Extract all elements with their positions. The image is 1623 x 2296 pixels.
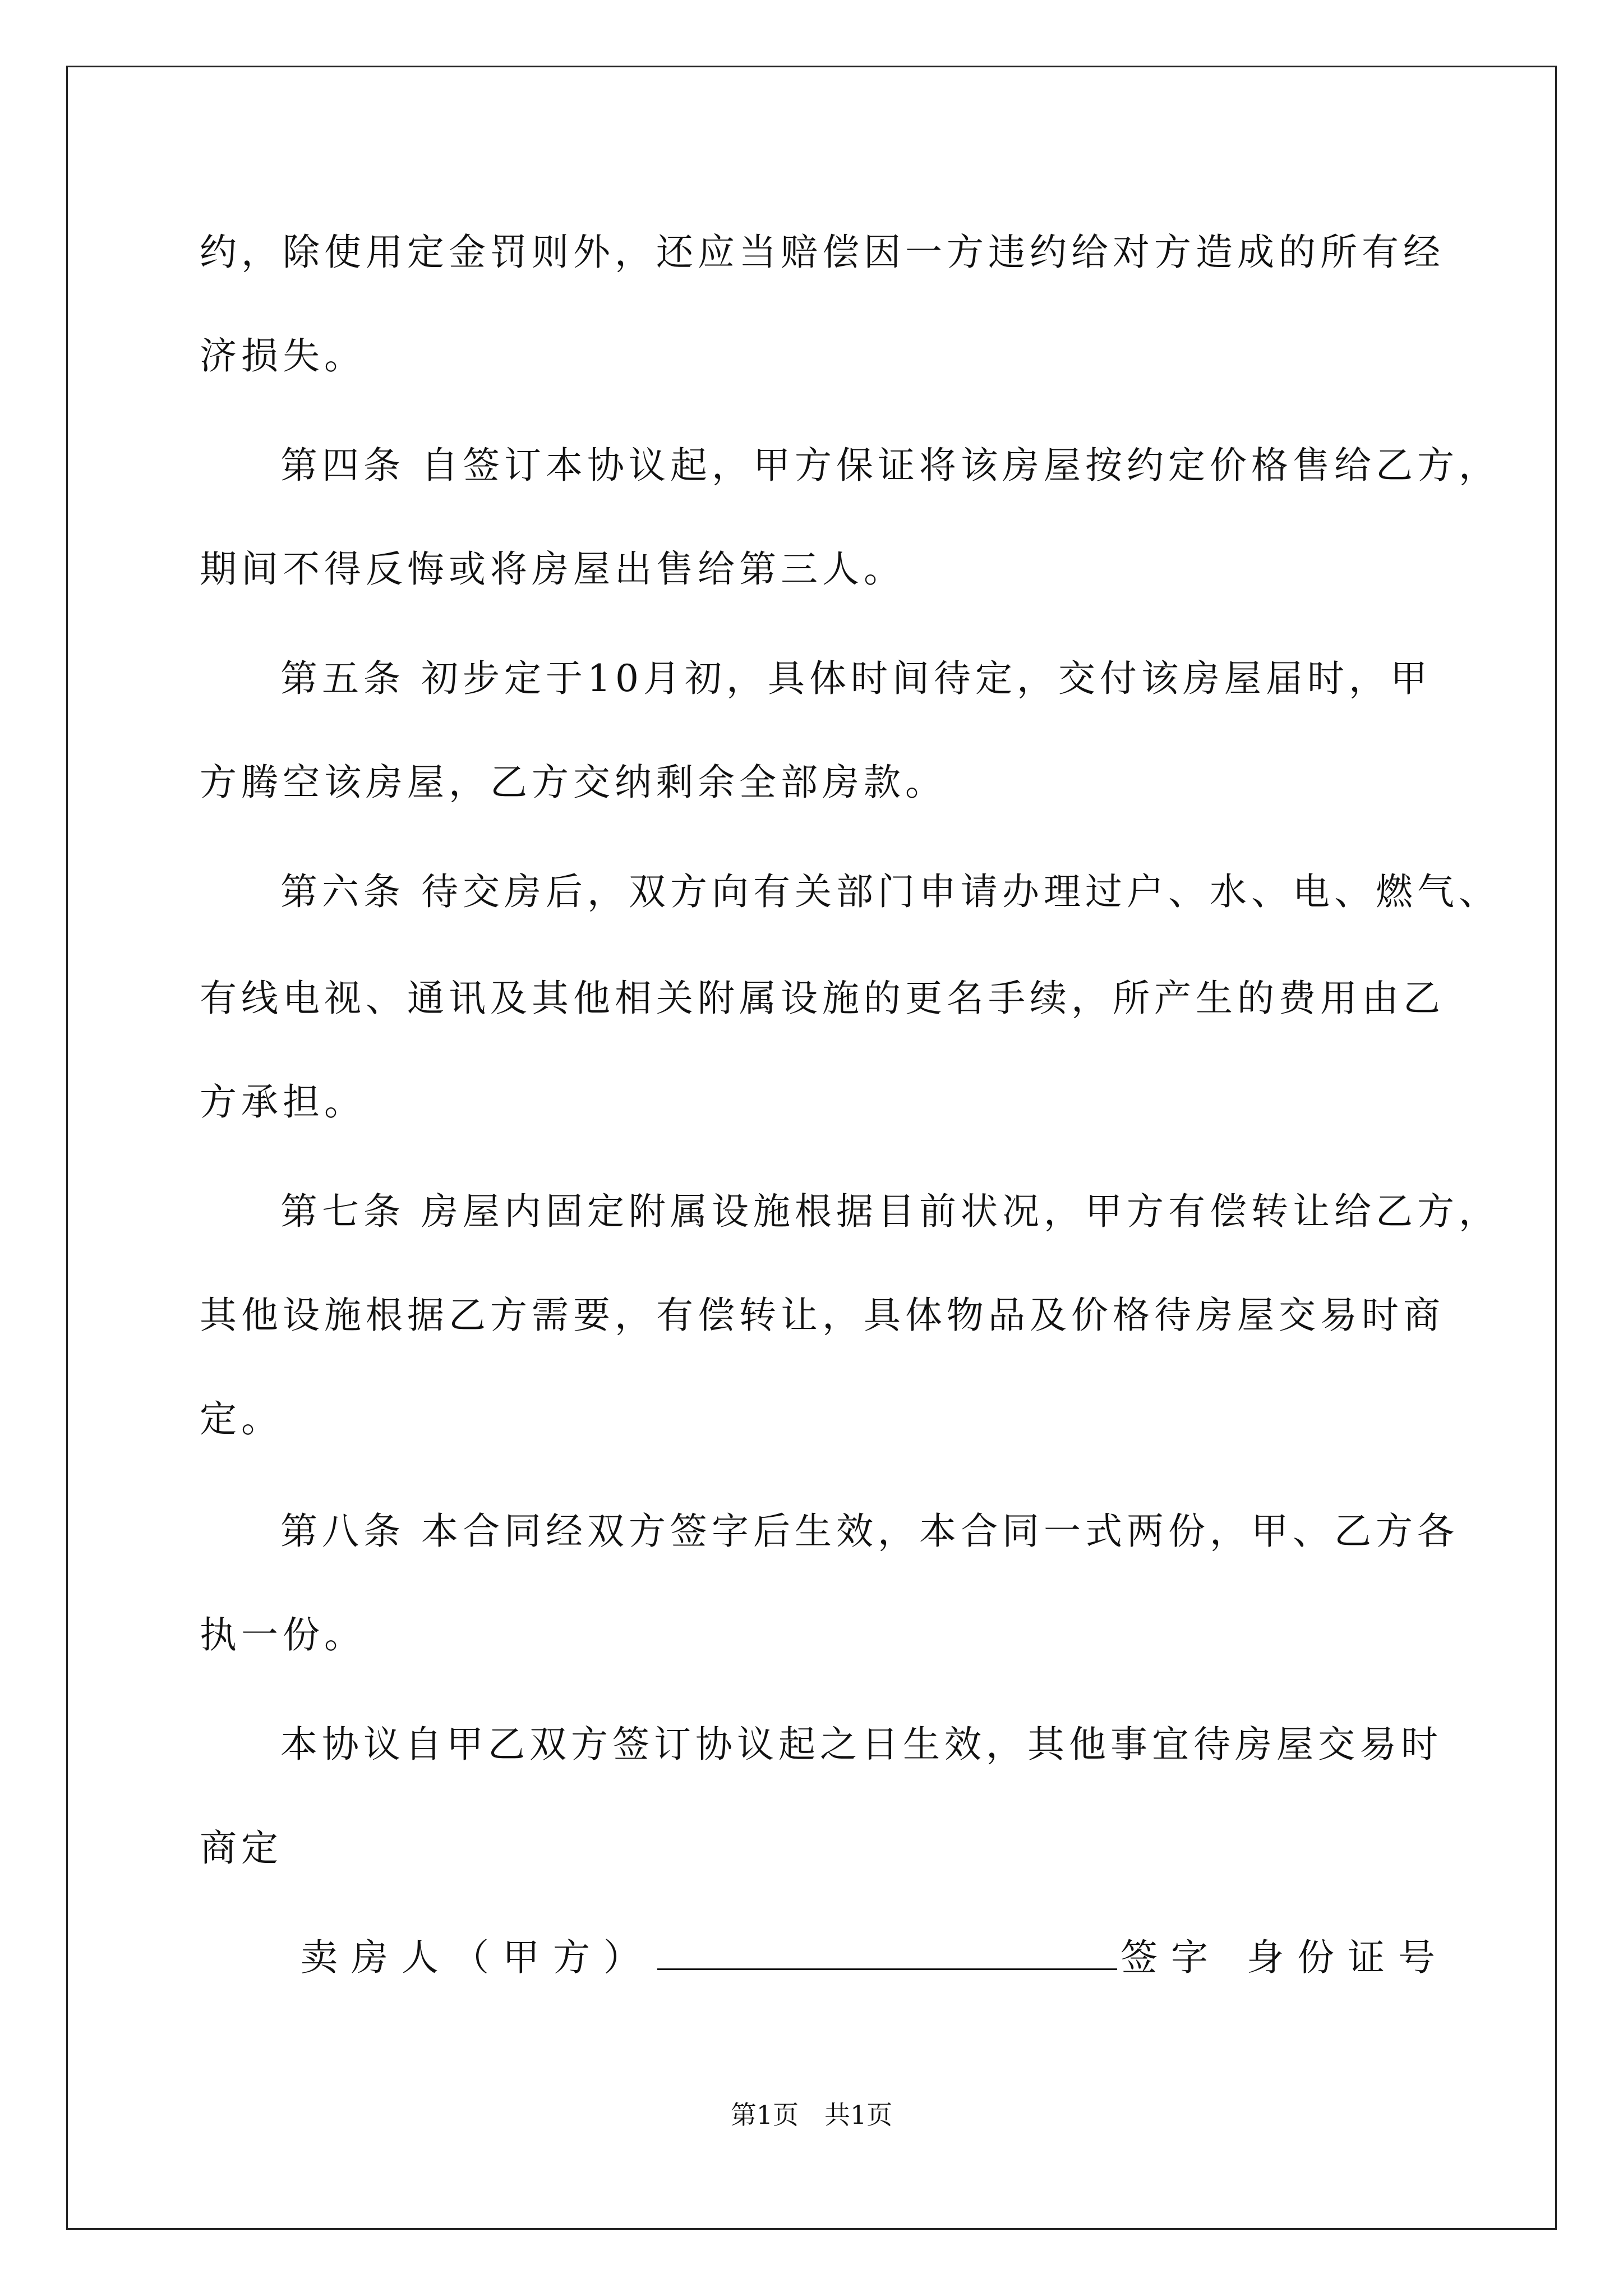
seller-label: 卖房人（甲方） [301,1936,654,1979]
clause-4-line-2: 期间不得反悔或将房屋出售给第三人。 [200,547,905,591]
text-line-2: 济损失。 [200,334,366,378]
clause-6-line-1: 第六条 待交房后，双方向有关部门申请办理过户、水、电、燃气、 [280,870,1500,913]
clause-7-line-3: 定。 [200,1397,283,1441]
clause-5-line-1: 第五条 初步定于10月初，具体时间待定，交付该房屋届时，甲 [280,657,1432,700]
signature-line [301,1932,1449,1983]
effective-line-1: 本协议自甲乙双方签订协议起之日生效，其他事宜待房屋交易时 [280,1723,1442,1766]
clause-6-line-2: 有线电视、通讯及其他相关附属设施的更名手续，所产生的费用由乙 [200,977,1445,1020]
sign-label: 签字 [1121,1936,1221,1979]
text-line-1: 约，除使用定金罚则外，还应当赔偿因一方违约给对方造成的所有经 [200,231,1445,274]
clause-5-line-2: 方腾空该房屋，乙方交纳剩余全部房款。 [200,761,947,804]
seller-signature-blank [657,1934,1117,1970]
effective-line-2: 商定 [200,1826,283,1870]
clause-7-line-2: 其他设施根据乙方需要，有偿转让，具体物品及价格待房屋交易时商 [200,1294,1445,1337]
clause-8-line-1: 第八条 本合同经双方签字后生效，本合同一式两份，甲、乙方各 [280,1510,1459,1553]
clause-6-line-3: 方承担。 [200,1080,366,1124]
clause-7-line-1: 第七条 房屋内固定附属设施根据目前状况，甲方有偿转让给乙方， [280,1190,1500,1233]
clause-4-line-1: 第四条 自签订本协议起，甲方保证将该房屋按约定价格售给乙方， [280,444,1500,487]
page-border [66,66,1557,2230]
page-footer: 第1页 共1页 [730,2100,893,2130]
clause-8-line-2: 执一份。 [200,1613,366,1657]
id-number-label: 身份证号 [1246,1936,1449,1979]
